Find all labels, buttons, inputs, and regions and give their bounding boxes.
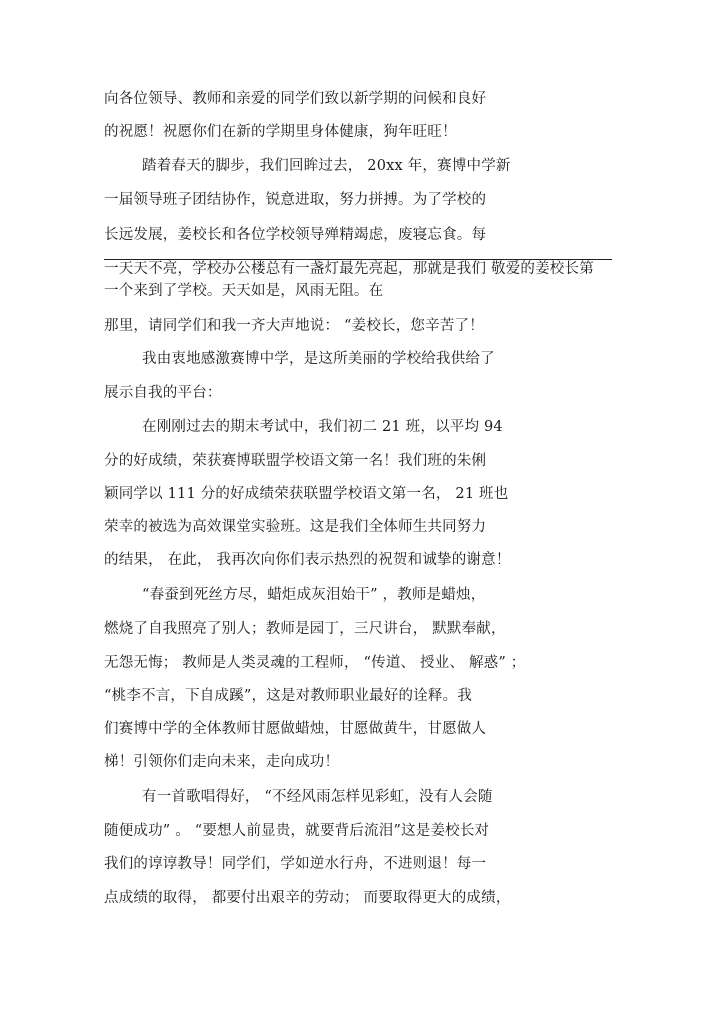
text-line: 燃烧了自我照亮了别人；教师是园丁，三尺讲台， 默默奉献， <box>104 621 506 637</box>
text-line: 无怨无悔； 教师是人类灵魂的工程师， “传道、 授业、 解惑” ； <box>104 655 526 671</box>
text-line: 分的好成绩，荣获赛博联盟学校语文第一名！我们班的朱俐 <box>104 453 487 469</box>
text-line: 的结果， 在此， 我再次向你们表示热烈的祝贺和诚挚的谢意！ <box>104 552 511 568</box>
text-line: 有一首歌唱得好， “不经风雨怎样见彩虹，没有人会随 <box>142 789 493 805</box>
text-line: 的祝愿！祝愿你们在新的学期里身体健康，狗年旺旺！ <box>104 124 457 140</box>
text-line: 随便成功” 。 “要想人前显贵，就要背后流泪”这是姜校长对 <box>104 823 490 839</box>
text-line: 一届领导班子团结协作，锐意进取，努力拼搏。为了学校的 <box>104 192 487 208</box>
text-line: 展示自我的平台： <box>104 385 222 401</box>
text-line: 向各位领导、教师和亲爱的同学们致以新学期的问候和良好 <box>104 91 487 107</box>
text-line: 点成绩的取得， 都要付出艰辛的劳动； 而要取得更大的成绩， <box>104 890 511 906</box>
text-line: 一个来到了学校。天天如是，风雨无阻。在 <box>104 283 384 299</box>
text-line: 踏着春天的脚步，我们回眸过去， 20xx 年，赛博中学新 <box>142 158 511 174</box>
text-line: 一天天不亮，学校办公楼总有一盏灯最先亮起，那就是我们 敬爱的姜校长第 <box>104 261 594 277</box>
text-line: 我们的谆谆教导！同学们，学如逆水行舟，不进则退！每一 <box>104 856 487 872</box>
text-line: 颖同学以 111 分的好成绩荣获联盟学校语文第一名， 21 班也 <box>104 486 509 502</box>
text-line: 梯！引领你们走向未来，走向成功！ <box>104 754 340 770</box>
text-line: 荣幸的被选为高效课堂实验班。这是我们全体师生共同努力 <box>104 519 487 535</box>
text-line: “春蚕到死丝方尽，蜡炬成灰泪始干” ，教师是蜡烛， <box>142 587 486 603</box>
text-line: 长远发展，姜校长和各位学校领导殚精竭虑，废寝忘食。每 <box>104 227 487 243</box>
text-line: “桃李不言，下自成蹊”，这是对教师职业最好的诠释。我 <box>104 688 473 704</box>
text-line: 那里，请同学们和我一齐大声地说： “姜校长，您辛苦了！ <box>104 318 484 334</box>
text-line: 们赛博中学的全体教师甘愿做蜡烛，甘愿做黄牛，甘愿做人 <box>104 721 487 737</box>
text-line: 在刚刚过去的期末考试中，我们初二 21 班，以平均 94 <box>142 419 503 435</box>
text-line: 我由衷地感激赛博中学，是这所美丽的学校给我供给了 <box>142 351 495 367</box>
